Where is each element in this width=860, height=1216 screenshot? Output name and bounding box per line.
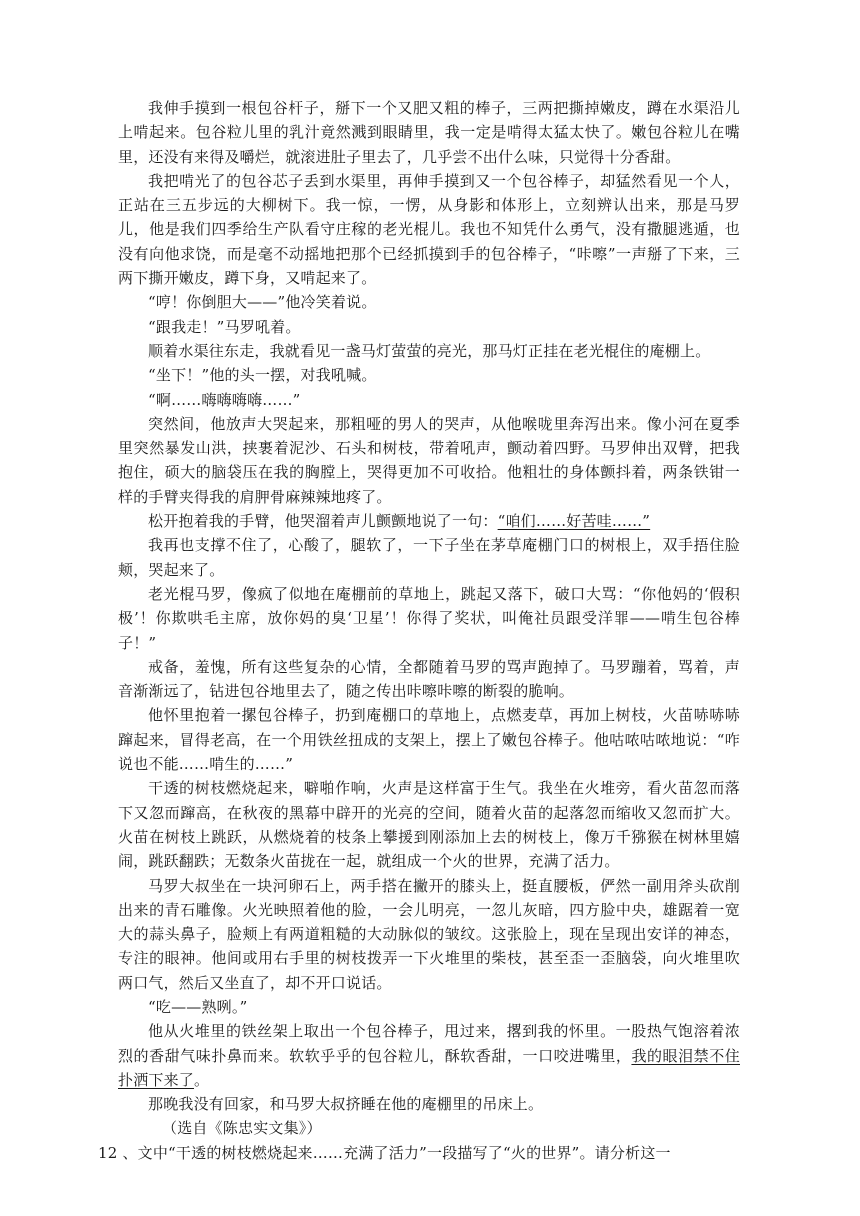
paragraph-maluo-portrait: 马罗大叔坐在一块河卵石上，两手搭在撇开的膝头上，挺直腰板，俨然一副用斧头砍削出来的青石雕像。火光映照着他的脸，一会儿明亮，一忽儿灰暗，四方脸中央，雄踞着一宽大的蒜头鼻子，脸颊上有两道粗糙的大动脉似的皱纹。这张脸上，现在呈现出安详的神态，专注的眼神。他间或用右手里的树枝拨弄一下火堆里的柴枝，甚至歪一歪脑袋，向火堆里吹两口气，然后又坐直了，却不开口说话。 xyxy=(118,876,740,992)
release-lead-text: 松开抱着我的手臂，他哭溜着声儿颤颤地说了一句： xyxy=(148,512,498,531)
underlined-quote: “咱们……好苦哇……” xyxy=(497,512,651,531)
paragraph-lantern: 顺着水渠往东走，我就看见一盏马灯萤萤的亮光，那马灯正挂在老光棍住的庵棚上。 xyxy=(148,341,711,360)
paragraph-follow-me: “跟我走！”马罗吼着。 xyxy=(148,317,301,336)
question-12: 12 、文中“干透的树枝燃烧起来……充满了活力”一段描写了“火的世界”。请分析这一 xyxy=(98,1143,671,1162)
paragraph-outburst: 突然间，他放声大哭起来，那粗哑的男人的哭声，从他喉咙里奔泻出来。像小河在夏季里突然暴发山洪，挟裹着泥沙、石头和树枝，带着吼声，颤动着四野。马罗伸出双臂，把我抱住，硕大的脑袋压在我的胸膛上，哭得更加不可收拾。他粗壮的身体颤抖着，两条铁钳一样的手臂夹得我的肩胛骨麻辣辣地疼了。 xyxy=(118,414,740,506)
paragraph-release xyxy=(118,509,740,533)
paragraph-narrator-cries: 我再也支撑不住了，心酸了，腿软了，一下子坐在茅草庵棚门口的树根上，双手捂住脸颊，哭起来了。 xyxy=(118,536,740,579)
paragraph-tears xyxy=(118,1019,740,1092)
tears-tail-text: 。 xyxy=(194,1070,210,1089)
paragraph-night: 那晚我没有回家，和马罗大叔挤睡在他的庵棚里的吊床上。 xyxy=(148,1095,544,1114)
paragraph-feelings: 戒备，羞愧，所有这些复杂的心情，全都随着马罗的骂声跑掉了。马罗蹦着，骂着，声音渐渐远了，钻进包谷地里去了，随之传出咔嚓咔嚓的断裂的脆响。 xyxy=(118,657,740,701)
document-body xyxy=(98,96,740,1165)
paragraph-eat-cooked: “吃——熟咧。” xyxy=(148,997,248,1016)
paragraph-cry-sound: “啊……嗨嗨嗨嗨……” xyxy=(148,390,301,409)
paragraph-make-fire: 他怀里抱着一摞包谷棒子，扔到庵棚口的草地上，点燃麦草，再加上树枝，火苗哧哧哧蹿起来，冒得老高，在一个用铁丝扭成的支架上，摆上了嫩包谷棒子。他咕哝咕哝地说：“咋说也不能……啃生的……” xyxy=(118,706,740,774)
tears-lead-text: 他从火堆里的铁丝架上取出一个包谷棒子，甩过来，撂到我的怀里。一股热气饱溶着浓烈的香甜气味扑鼻而来。软软乎乎的包谷粒儿，酥软香甜，一口咬进嘴里， xyxy=(118,1022,740,1065)
paragraph-sneer: “哼！你倒胆大——”他冷笑着说。 xyxy=(148,293,377,312)
source-citation: （选自《陈忠实文集》） xyxy=(162,1119,322,1138)
paragraph-corn-eating: 我伸手摸到一根包谷杆子，掰下一个又肥又粗的棒子，三两把撕掉嫩皮，蹲在水渠沿儿上啃起来。包谷粒儿里的乳汁竟然溅到眼睛里，我一定是啃得太猛太快了。嫩包谷粒儿在嘴里，还没有来得及嚼烂，就滚进肚子里去了，几乎尝不出什么味，只觉得十分香甜。 xyxy=(118,99,740,166)
paragraph-cursing: 老光棍马罗，像疯了似地在庵棚前的草地上，跳起又落下，破口大骂：“你他妈的‘假积极’！你欺哄毛主席，放你妈的臭‘卫星’！你得了奖状，叫俺社员跟受洋罪——啃生包谷棒子！” xyxy=(118,584,740,652)
paragraph-meet-maluo: 我把啃光了的包谷芯子丢到水渠里，再伸手摸到又一个包谷棒子，却猛然看见一个人，正站在三五步远的大柳树下。我一惊，一愣，从身影和体形上，立刻辨认出来，那是马罗儿，他是我们四季给生产队看守庄稼的老光棍儿。我也不知凭什么勇气，没有撒腿逃遁，也没有向他求饶，而是毫不动摇地把那个已经抓摸到手的包谷棒子，“咔嚓”一声掰了下来，三两下撕开嫩皮，蹲下身，又啃起来了。 xyxy=(118,171,740,288)
paragraph-sit-down: “坐下！”他的头一摆，对我吼喊。 xyxy=(148,366,377,385)
paragraph-fire-world: 干透的树枝燃烧起来，噼啪作响，火声是这样富于生气。我坐在火堆旁，看火苗忽而落下又忽而蹿高，在秋夜的黑幕中辟开的光亮的空间，随着火苗的起落忽而缩收又忽而扩大。火苗在树枝上跳跃，从燃烧着的枝条上攀援到刚添加上去的树枝上，像万千猕猴在树林里嬉闹，跳跃翻跌；无数条火苗拢在一起，就组成一个火的世界，充满了活力。 xyxy=(118,779,740,871)
underlined-tears: 我的眼泪禁不住扑洒下来了 xyxy=(118,1046,740,1089)
